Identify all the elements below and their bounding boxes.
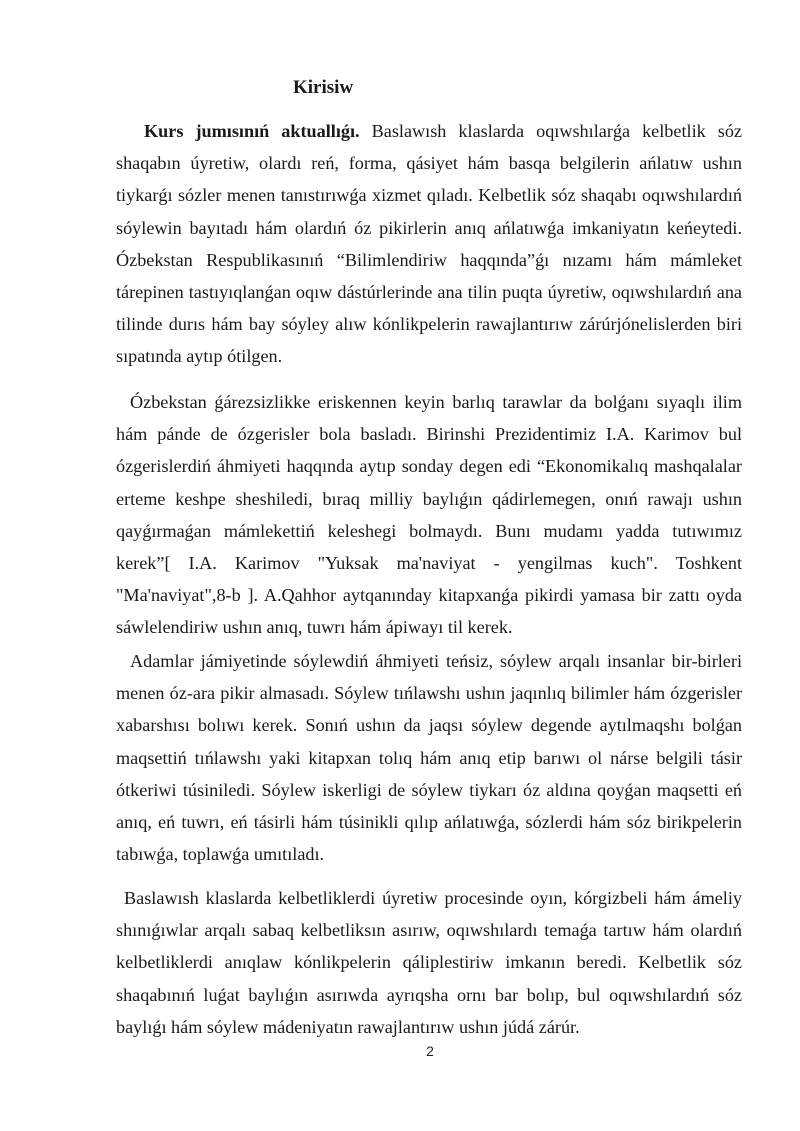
paragraph-body: Baslawısh klaslarda kelbetliklerdi úyretiw procesinde oyın, kórgizbeli hám ámeliy shınıǵıwlar arqalı sabaq kelbetliksın asırıw, oqıwshılardı temaǵa tartıw hám olardıń kelbetliklerdi anıqlaw kónlikpelerin qáliplestiriw imkanın beredi. Kelbetlik sóz shaqabınıń luǵat baylıǵın asırıwda ayrıqsha ornı bar bolıp, bul oqıwshılardıń sóz baylıǵı hám sóylew mádeniyatın rawajlantırıw ushın júdá zárúr. bbox=[116, 888, 742, 1037]
paragraph-relevance bbox=[116, 115, 742, 373]
paragraph-independence bbox=[116, 386, 742, 644]
paragraph-body: Baslawısh klaslarda oqıwshılarǵa kelbetlik sóz shaqabın úyretiw, olardı reń, forma, qásiyet hám basqa belgilerin ańlatıw ushın tiykarǵı sózler menen tanıstırıwǵa xizmet qıladı. Kelbetlik sóz shaqabı oqıwshılardıń sóylewin bayıtadı hám olardıń óz pikirlerin anıq ańlatıwǵa imkaniyatın keńeytedi. Ózbekstan Respublikasınıń “Bilimlendiriw haqqında”ǵı nızamı hám mámleket tárepinen tastıyıqlanǵan oqıw dástúrlerinde ana tilin puqta úyretiw, oqıwshılardıń ana tilinde durıs hám bay sóyley alıw kónlikpelerin rawajlantırıw zárúrjónelislerden biri sıpatında aytıp ótilgen. bbox=[116, 121, 742, 367]
paragraph-body: Ózbekstan ǵárezsizlikke eriskennen keyin barlıq tarawlar da bolǵanı sıyaqlı ilim hám pánde de ózgerisler bola basladı. Birinshi Prezidentimiz I.A. Karimov bul ózgerislerdiń áhmiyeti haqqında aytıp sonday degen edi “Ekonomikalıq mashqalalar erteme keshpe sheshiledi, bıraq milliy baylıǵın qádirlemegen, onıń rawajı ushın qayǵırmaǵan mámlekettiń keleshegi bolmaydı. Bunı mudamı yadda tutıwımız kerek”[ I.A. Karimov "Yuksak ma'naviyat - yengilmas kuch". Toshkent "Ma'naviyat",8-b ]. A.Qahhor aytqanınday kitapxanǵa pikirdi yamasa bir zattı oyda sáwlelendiriw ushın anıq, tuwrı hám ápiwayı til kerek. bbox=[116, 392, 742, 638]
paragraph-primary-classes bbox=[116, 882, 742, 1043]
paragraph-body: Adamlar jámiyetinde sóylewdiń áhmiyeti teńsiz, sóylew arqalı insanlar bir-birleri menen óz-ara pikir almasadı. Sóylew tıńlawshı ushın jaqınlıq bilimler hám ózgerisler xabarshısı bolıwı kerek. Sonıń ushın da jaqsı sóylew degende aytılmaqshı bolǵan maqsettiń tıńlawshı yaki kitapxan tolıq hám anıq etip barıwı ol nárse belgili tásir ótkeriwi túsiniledi. Sóylew iskerligi de sóylew tiykarı óz aldına qoyǵan maqsetti eń anıq, eń tuwrı, eń tásirli hám túsinikli qılıp ańlatıwǵa, sózlerdi hám sóz birikpelerin tabıwǵa, toplawǵa umıtıladı. bbox=[116, 651, 742, 865]
section-heading: Kirisiw bbox=[293, 77, 354, 98]
paragraph-lead: Kurs jumısınıń aktuallıǵı. bbox=[144, 121, 360, 141]
page-number: 2 bbox=[426, 1043, 434, 1059]
paragraph-speech bbox=[116, 645, 742, 870]
